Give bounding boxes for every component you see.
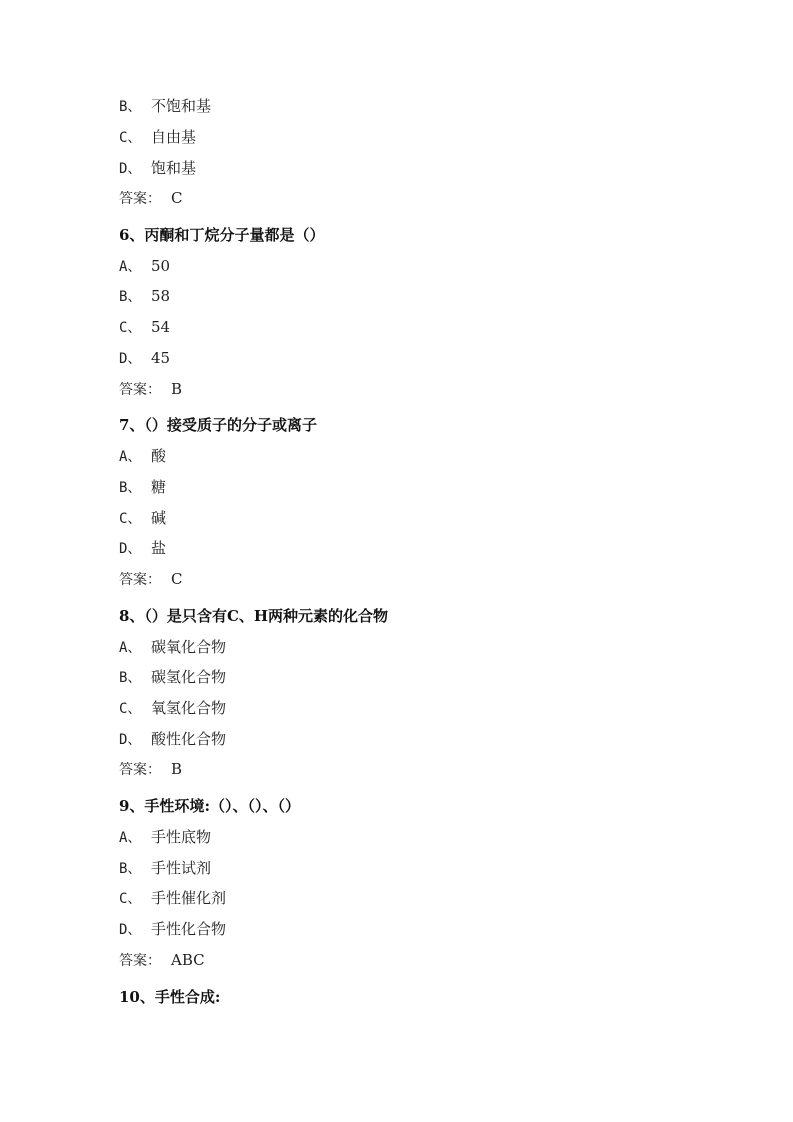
option-line [119, 698, 226, 719]
option-key: C、 [119, 891, 142, 907]
option-text: 碳氧化合物 [151, 638, 227, 656]
option-line [119, 508, 166, 529]
option-text: 58 [151, 287, 171, 305]
answer-label: 答案： [119, 191, 161, 207]
answer-value: ABC [171, 951, 205, 969]
option-line [119, 729, 226, 750]
option-text: 不饱和基 [151, 97, 212, 115]
option-key: B、 [119, 480, 142, 496]
option-text: 45 [151, 349, 171, 367]
option-line [119, 827, 211, 848]
question-title: 6、丙酮和丁烷分子量都是（） [119, 226, 325, 244]
question-title: 8、（）是只含有C、H两种元素的化合物 [119, 607, 389, 625]
option-text: 盐 [151, 539, 167, 557]
option-text: 饱和基 [151, 159, 197, 177]
answer-value: B [171, 760, 183, 778]
option-key: A、 [119, 640, 142, 656]
option-key: C、 [119, 511, 142, 527]
option-text: 50 [151, 257, 171, 275]
option-text: 手性试剂 [151, 859, 212, 877]
option-key: D、 [119, 351, 142, 367]
option-line [119, 127, 196, 148]
option-line [119, 919, 226, 940]
option-key: D、 [119, 732, 142, 748]
answer-value: C [171, 189, 183, 207]
answer-line [119, 950, 205, 971]
option-line [119, 477, 166, 498]
option-key: C、 [119, 320, 142, 336]
answer-line [119, 379, 182, 400]
answer-line [119, 569, 182, 590]
option-line [119, 858, 211, 879]
option-text: 酸 [151, 447, 167, 465]
option-key: C、 [119, 130, 142, 146]
option-text: 手性催化剂 [151, 889, 227, 907]
option-text: 氧氢化合物 [151, 699, 227, 717]
option-line [119, 348, 170, 369]
option-line [119, 96, 211, 117]
option-key: A、 [119, 259, 142, 275]
option-text: 自由基 [151, 128, 197, 146]
option-text: 碳氢化合物 [151, 668, 227, 686]
option-line [119, 888, 226, 909]
option-key: B、 [119, 99, 142, 115]
question-title: 10、手性合成: [119, 988, 221, 1006]
option-text: 54 [151, 318, 171, 336]
option-text: 碱 [151, 509, 167, 527]
option-text: 酸性化合物 [151, 730, 227, 748]
question-title: 9、手性环境:（）、（）、（） [119, 797, 300, 815]
option-line [119, 256, 170, 277]
question-title: 7、（）接受质子的分子或离子 [119, 416, 317, 434]
answer-line [119, 759, 182, 780]
option-line [119, 446, 166, 467]
answer-value: C [171, 570, 183, 588]
answer-label: 答案： [119, 382, 161, 398]
answer-line [119, 188, 182, 209]
option-key: D、 [119, 541, 142, 557]
option-key: A、 [119, 449, 142, 465]
option-key: C、 [119, 701, 142, 717]
answer-label: 答案： [119, 953, 161, 969]
answer-value: B [171, 380, 183, 398]
option-text: 手性底物 [151, 828, 212, 846]
option-key: D、 [119, 922, 142, 938]
option-text: 手性化合物 [151, 920, 227, 938]
option-key: D、 [119, 161, 142, 177]
option-key: B、 [119, 670, 142, 686]
option-line [119, 637, 226, 658]
option-line [119, 667, 226, 688]
option-key: B、 [119, 289, 142, 305]
option-key: A、 [119, 830, 142, 846]
option-line [119, 538, 166, 559]
option-line [119, 158, 196, 179]
option-key: B、 [119, 861, 142, 877]
answer-label: 答案： [119, 762, 161, 778]
option-line [119, 286, 170, 307]
answer-label: 答案： [119, 572, 161, 588]
option-line [119, 317, 170, 338]
option-text: 糖 [151, 478, 167, 496]
